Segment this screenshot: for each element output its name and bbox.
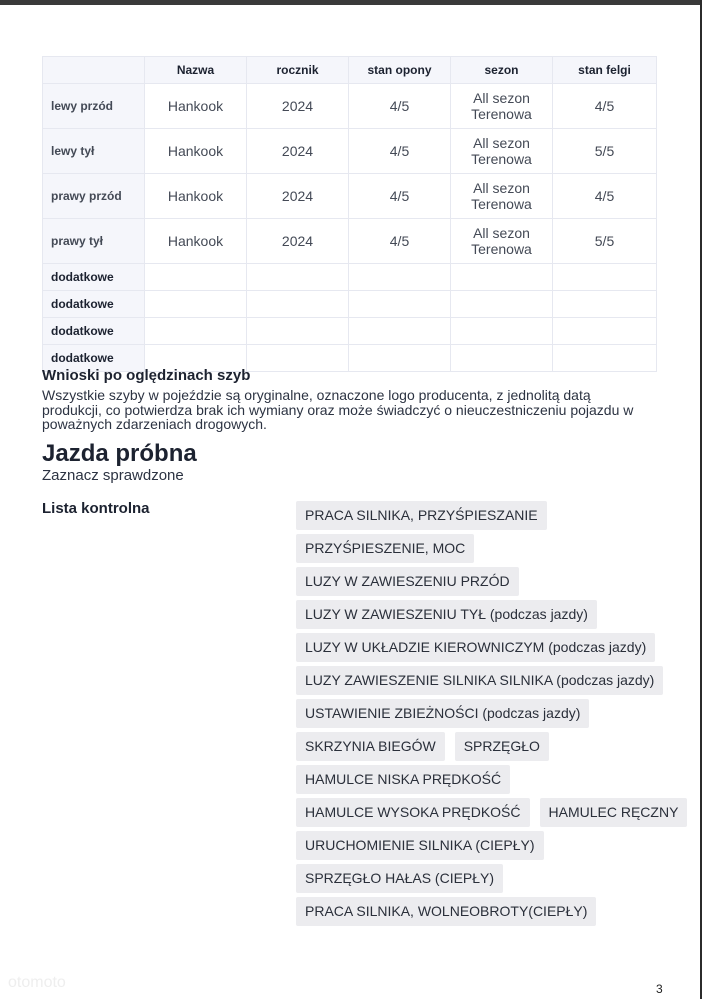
cell-rocznik: 2024: [247, 84, 349, 129]
checklist-chip[interactable]: PRACA SILNIKA, PRZYŚPIESZANIE: [296, 501, 547, 530]
checklist-chip[interactable]: HAMULCE NISKA PRĘDKOŚĆ: [296, 765, 510, 794]
checklist-chip[interactable]: PRACA SILNIKA, WOLNEOBROTY(CIEPŁY): [296, 897, 596, 926]
sezon-line2: Terenowa: [471, 106, 532, 122]
chip-row: [296, 501, 666, 530]
row-label: lewy przód: [43, 84, 145, 129]
checklist-chip[interactable]: LUZY W ZAWIESZENIU PRZÓD: [296, 567, 519, 596]
checklist-chip[interactable]: URUCHOMIENIE SILNIKA (CIEPŁY): [296, 831, 544, 860]
checklist-chip[interactable]: HAMULCE WYSOKA PRĘDKOŚĆ: [296, 798, 530, 827]
cell-sezon: [451, 129, 553, 174]
empty-cell: [349, 264, 451, 291]
empty-cell: [349, 345, 451, 372]
chip-row: [296, 798, 679, 827]
cell-nazwa: Hankook: [145, 84, 247, 129]
empty-cell: [247, 345, 349, 372]
cell-nazwa: Hankook: [145, 174, 247, 219]
empty-cell: [145, 291, 247, 318]
cell-stan-felgi: 4/5: [553, 84, 657, 129]
watermark: otomoto: [8, 974, 66, 991]
top-border: [0, 0, 700, 5]
chip-row: [296, 732, 666, 761]
header-stan-opony: stan opony: [349, 57, 451, 84]
table-header-row: [43, 57, 657, 84]
row-label: dodatkowe: [43, 318, 145, 345]
cell-stan-felgi: 5/5: [553, 219, 657, 264]
checklist-chip[interactable]: SPRZĘGŁO HAŁAS (CIEPŁY): [296, 864, 503, 893]
row-label: prawy tył: [43, 219, 145, 264]
empty-cell: [349, 318, 451, 345]
tire-table: [42, 56, 657, 372]
table-row: [43, 174, 657, 219]
checklist-chip[interactable]: PRZYŚPIESZENIE, MOC: [296, 534, 474, 563]
chip-row: [296, 600, 666, 629]
checklist-chip[interactable]: HAMULEC RĘCZNY: [540, 798, 688, 827]
empty-cell: [349, 291, 451, 318]
table-row: [43, 219, 657, 264]
checklist-chip[interactable]: LUZY W ZAWIESZENIU TYŁ (podczas jazdy): [296, 600, 597, 629]
empty-cell: [553, 264, 657, 291]
wnioski-title: Wnioski po oględzinach szyb: [42, 367, 251, 384]
sezon-line1: All sezon: [473, 90, 530, 106]
chip-row: [296, 666, 666, 695]
sezon-line2: Terenowa: [471, 151, 532, 167]
chip-row: [296, 633, 666, 662]
checklist-chip[interactable]: SKRZYNIA BIEGÓW: [296, 732, 445, 761]
empty-cell: [145, 264, 247, 291]
row-label: dodatkowe: [43, 264, 145, 291]
sezon-line2: Terenowa: [471, 241, 532, 257]
empty-cell: [553, 345, 657, 372]
sezon-line2: Terenowa: [471, 196, 532, 212]
empty-cell: [553, 318, 657, 345]
checklist-title: Lista kontrolna: [42, 500, 150, 517]
header-nazwa: Nazwa: [145, 57, 247, 84]
checklist-chip[interactable]: SPRZĘGŁO: [455, 732, 549, 761]
cell-nazwa: Hankook: [145, 129, 247, 174]
checklist-chip[interactable]: USTAWIENIE ZBIEŻNOŚCI (podczas jazdy): [296, 699, 589, 728]
row-label: lewy tył: [43, 129, 145, 174]
cell-rocznik: 2024: [247, 219, 349, 264]
cell-sezon: [451, 84, 553, 129]
row-label: dodatkowe: [43, 291, 145, 318]
sezon-line1: All sezon: [473, 135, 530, 151]
empty-cell: [247, 264, 349, 291]
header-empty: [43, 57, 145, 84]
chip-row: [296, 534, 666, 563]
row-label: prawy przód: [43, 174, 145, 219]
row-label: dodatkowe: [43, 345, 145, 372]
checklist-chips: [296, 501, 679, 930]
page-number: 3: [656, 982, 663, 996]
empty-cell: [451, 264, 553, 291]
checklist-chip[interactable]: LUZY ZAWIESZENIE SILNIKA SILNIKA (podczas jazdy): [296, 666, 663, 695]
cell-sezon: [451, 174, 553, 219]
cell-nazwa: Hankook: [145, 219, 247, 264]
empty-cell: [451, 291, 553, 318]
cell-stan-felgi: 4/5: [553, 174, 657, 219]
cell-rocznik: 2024: [247, 174, 349, 219]
table-row: [43, 84, 657, 129]
empty-cell: [451, 318, 553, 345]
empty-cell: [247, 291, 349, 318]
checklist-chip[interactable]: LUZY W UKŁADZIE KIEROWNICZYM (podczas jazdy): [296, 633, 655, 662]
table-row: [43, 291, 657, 318]
empty-cell: [553, 291, 657, 318]
table-row: [43, 264, 657, 291]
header-stan-felgi: stan felgi: [553, 57, 657, 84]
section-subtitle: Zaznacz sprawdzone: [42, 467, 184, 484]
header-sezon: sezon: [451, 57, 553, 84]
table-row: [43, 318, 657, 345]
cell-stan-opony: 4/5: [349, 174, 451, 219]
cell-stan-opony: 4/5: [349, 84, 451, 129]
sezon-line1: All sezon: [473, 180, 530, 196]
chip-row: [296, 864, 666, 893]
section-title: Jazda próbna: [42, 440, 197, 467]
cell-stan-felgi: 5/5: [553, 129, 657, 174]
cell-stan-opony: 4/5: [349, 219, 451, 264]
cell-sezon: [451, 219, 553, 264]
empty-cell: [145, 318, 247, 345]
chip-row: [296, 567, 666, 596]
empty-cell: [451, 345, 553, 372]
wnioski-text: Wszystkie szyby w pojeździe są oryginalne, oznaczone logo producenta, z jednolitą datą produkcji, co potwierdza brak ich wymiany oraz może świadczyć o nieuczestniczeniu pojazdu w poważnych zdarzeniach drogowych.: [42, 387, 634, 432]
chip-row: [296, 699, 666, 728]
chip-row: [296, 831, 666, 860]
empty-cell: [247, 318, 349, 345]
header-rocznik: rocznik: [247, 57, 349, 84]
chip-row: [296, 897, 666, 926]
cell-stan-opony: 4/5: [349, 129, 451, 174]
sezon-line1: All sezon: [473, 225, 530, 241]
table-row: [43, 129, 657, 174]
cell-rocznik: 2024: [247, 129, 349, 174]
chip-row: [296, 765, 666, 794]
